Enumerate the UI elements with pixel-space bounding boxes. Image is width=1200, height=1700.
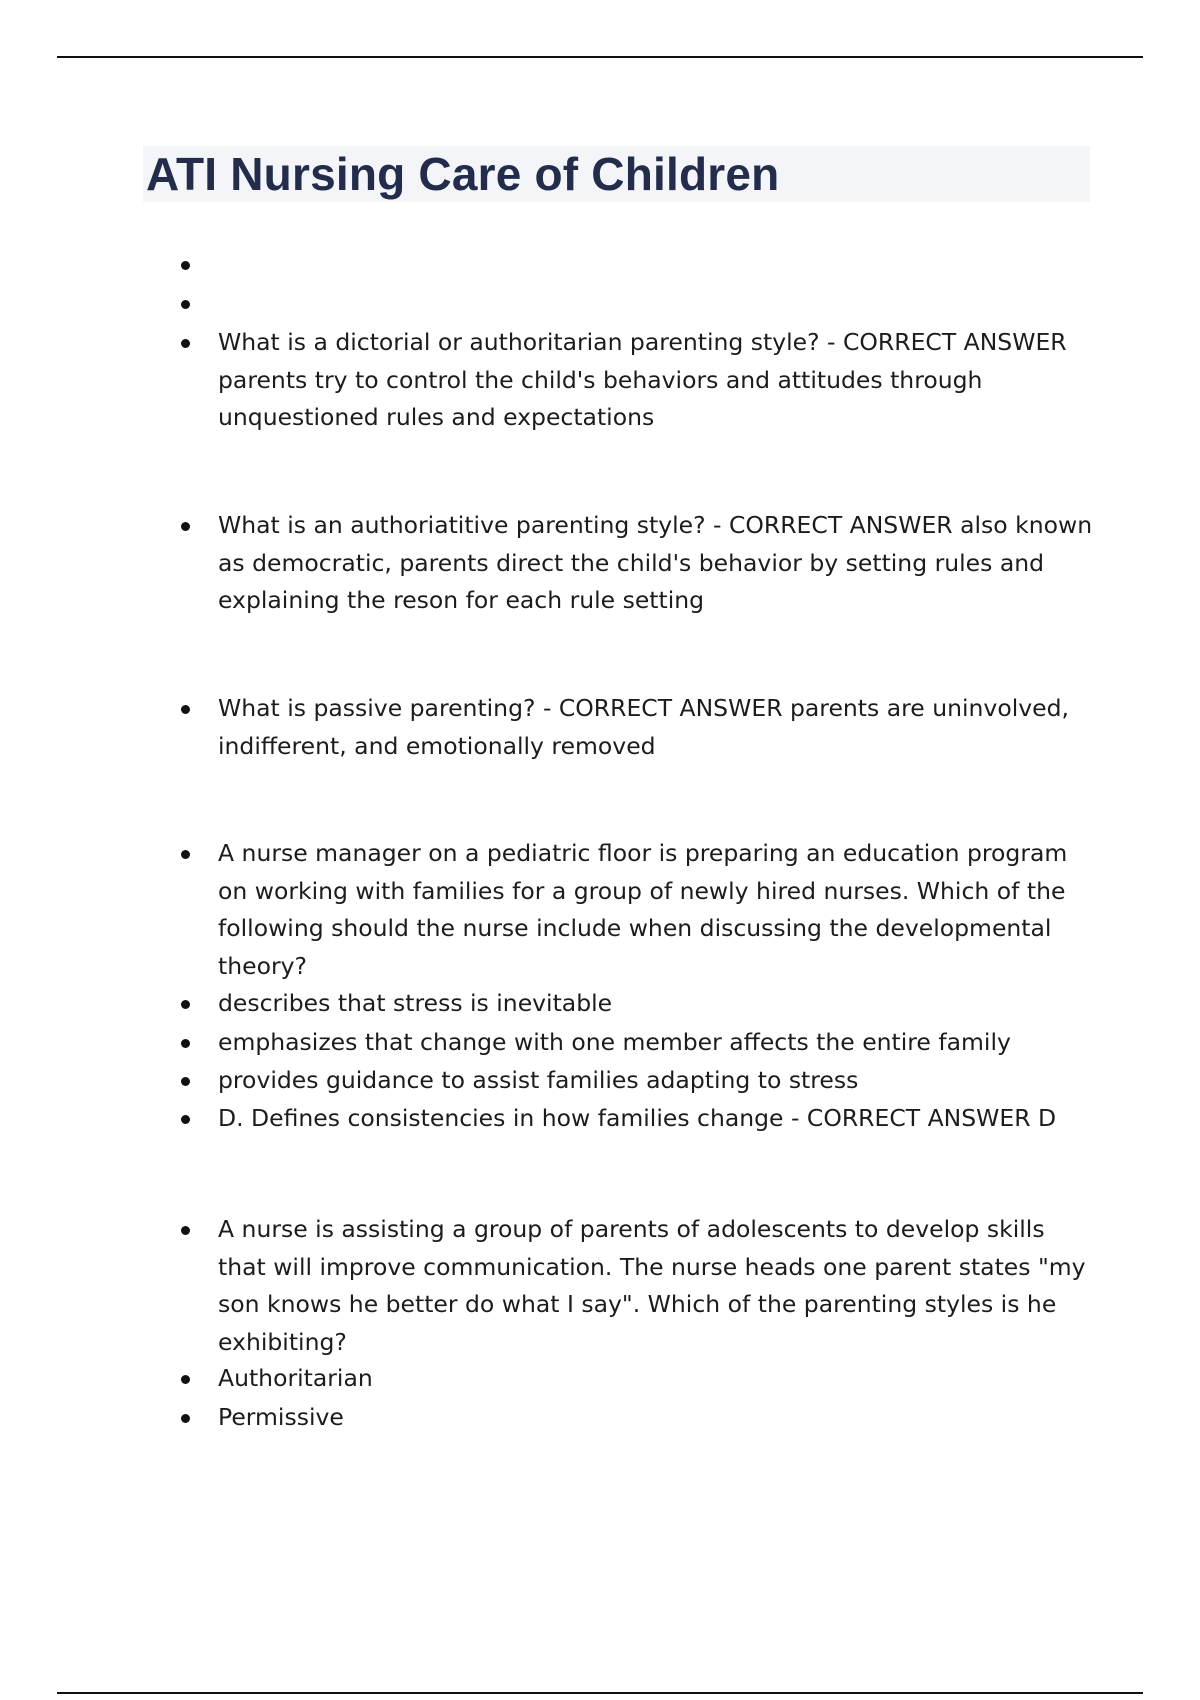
list-item-text: D. Defines consistencies in how families change - CORRECT ANSWER D bbox=[218, 1104, 1057, 1132]
list-item-text: What is an authoriatitive parenting style? - CORRECT ANSWER also known as democratic, parents direct the child's behavior by setting rules and explaining the reson for each rule setting bbox=[218, 511, 1093, 614]
list-item-text: emphasizes that change with one member affects the entire family bbox=[218, 1028, 1011, 1056]
bullet-icon bbox=[181, 261, 190, 270]
list-item-text: Authoritarian bbox=[218, 1364, 373, 1392]
list-item-text: provides guidance to assist families adapting to stress bbox=[218, 1066, 859, 1094]
bullet-icon bbox=[181, 339, 190, 348]
bottom-divider bbox=[57, 1692, 1143, 1694]
bullet-icon bbox=[181, 1115, 190, 1124]
document-title: ATI Nursing Care of Children bbox=[146, 148, 780, 200]
bullet-icon bbox=[181, 1000, 190, 1009]
bullet-icon bbox=[181, 705, 190, 714]
list-item-text: What is a dictorial or authoritarian parenting style? - CORRECT ANSWER parents try to control the child's behaviors and attitudes through unquestioned rules and expectations bbox=[218, 328, 1067, 431]
bullet-icon bbox=[181, 1039, 190, 1048]
bullet-icon bbox=[181, 1077, 190, 1086]
list-item-text: What is passive parenting? - CORRECT ANSWER parents are uninvolved, indifferent, and emotionally removed bbox=[218, 694, 1069, 760]
bullet-icon bbox=[181, 522, 190, 531]
list-item-text: A nurse manager on a pediatric floor is preparing an education program on working with families for a group of newly hired nurses. Which of the following should the nurse include when discussing the developmental theory? bbox=[218, 839, 1068, 980]
list-item-text: describes that stress is inevitable bbox=[218, 989, 613, 1017]
bullet-icon bbox=[181, 1226, 190, 1235]
top-divider bbox=[57, 56, 1143, 58]
bullet-icon bbox=[181, 850, 190, 859]
bullet-icon bbox=[181, 1414, 190, 1423]
bullet-icon bbox=[181, 1375, 190, 1384]
bullet-icon bbox=[181, 300, 190, 309]
list-item-text: A nurse is assisting a group of parents of adolescents to develop skills that will improve communication. The nurse heads one parent states "my son knows he better do what I say". Which of the parenting styles is he exhibiting? bbox=[218, 1215, 1086, 1356]
list-item-text: Permissive bbox=[218, 1403, 344, 1431]
